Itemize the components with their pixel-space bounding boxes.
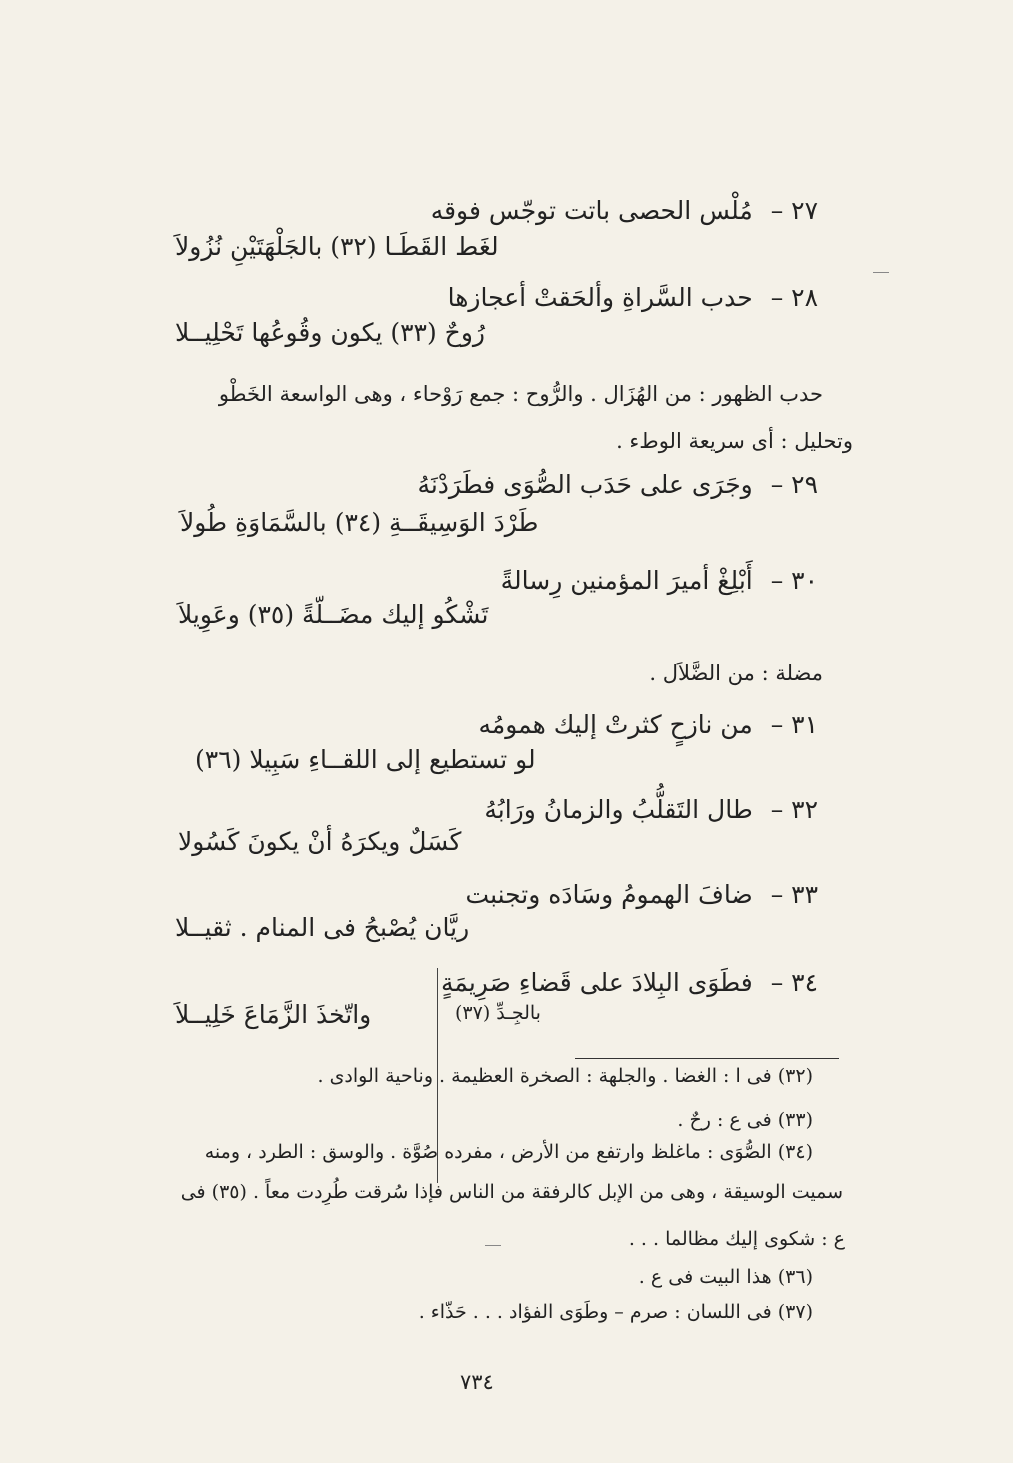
footnote-34-line-1: (٣٤) الصُّوَى : ماغلظ وارتفع من الأرض ، مفرده صُوَّة . والوسق : الطرد ، ومنه	[204, 1141, 813, 1163]
margin-mark	[873, 272, 889, 273]
note-verse-28-line-2: وتحليل : أى سريعة الوطء .	[616, 429, 853, 453]
verse-33-second: ريَّان يُصْبحُ فى المنام . ثقيــلا	[175, 913, 470, 942]
verse-text: ضافَ الهمومُ وسَادَه وتجنبت	[465, 880, 753, 909]
verse-34-first	[441, 968, 818, 998]
verse-number: ٣٢ –	[770, 795, 818, 824]
verse-31-first	[478, 710, 818, 740]
verse-31-second: لو تستطيع إلى اللقــاءِ سَبِيلا (٣٦)	[195, 745, 536, 774]
verse-34-second-b: واتّخذَ الزَّمَاعَ خَلِيــلاَ	[175, 1000, 372, 1029]
verse-27-first	[431, 196, 818, 226]
verse-number: ٣٠ –	[770, 566, 818, 595]
verse-number: ٢٨ –	[770, 283, 818, 312]
verse-28-first	[448, 283, 818, 313]
verse-text: فطَوَى البِلادَ على قَضاءِ صَرِيمَةٍ	[440, 968, 753, 997]
page-number: ٧٣٤	[460, 1370, 494, 1394]
verse-text: من نازحٍ كثرتْ إليك همومُه	[478, 710, 753, 739]
verse-34-second-a: بالجِـدِّ (٣٧)	[455, 1002, 541, 1024]
verse-number: ٣١ –	[770, 710, 818, 739]
verse-29-second: طَرْدَ الوَسِيقَــةِ (٣٤) بالسَّمَاوَةِ طُولاَ	[180, 508, 539, 537]
verse-30-second: تَشْكُو إليك مضَــلّةً (٣٥) وعَوِيلاَ	[178, 600, 489, 629]
verse-text: أَبْلِغْ أميرَ المؤمنين رِسالةً	[500, 566, 753, 595]
verse-30-first	[501, 566, 818, 596]
footnote-separator	[575, 1058, 839, 1059]
verse-number: ٣٤ –	[770, 968, 818, 997]
note-verse-30: مضلة : من الضَّلاَل .	[649, 661, 823, 685]
footnote-37: (٣٧) فى اللسان : صرم – وطَوَى الفؤاد . . . حَذّاء .	[418, 1301, 813, 1323]
footnote-35-line: ع : شكوى إليك مظالما . . .	[628, 1228, 845, 1250]
verse-32-first	[484, 795, 818, 825]
margin-mark	[485, 1245, 501, 1246]
verse-32-second: كَسَلٌ ويكرَهُ أنْ يكونَ كَسُولا	[178, 827, 462, 856]
verse-text: طال التَقلُّبُ والزمانُ ورَابُهُ	[484, 795, 753, 824]
footnote-32: (٣٢) فى ا : الغضا . والجلهة : الصخرة العظيمة . وناحية الوادى .	[317, 1065, 813, 1087]
verse-33-first	[466, 880, 818, 910]
footnote-33: (٣٣) فى ع : رحٌ .	[677, 1109, 813, 1131]
verse-text: مُلْس الحصى باتت توجّس فوقه	[430, 196, 753, 225]
verse-number: ٣٣ –	[770, 880, 818, 909]
note-verse-28-line-1: حدب الظهور : من الهُزَال . والرُّوح : جمع رَوْحاء ، وهى الواسعة الخَطْو	[218, 382, 823, 406]
verse-27-second: لغَط القَطَـا (٣٢) بالجَلْهَتَيْنِ نُزُولاَ	[175, 232, 499, 261]
verse-28-second: رُوحٌ (٣٣) يكون وقُوعُها تَحْلِيــلا	[175, 318, 485, 347]
footnote-36: (٣٦) هذا البيت فى ع .	[638, 1266, 813, 1288]
verse-number: ٢٩ –	[770, 470, 818, 499]
verse-number: ٢٧ –	[770, 196, 818, 225]
verse-29-first	[417, 470, 818, 500]
verse-text: وجَرَى على حَدَب الصُّوَى فطَرَدْنَهُ	[417, 470, 753, 499]
footnote-34-line-2: سميت الوسيقة ، وهى من الإبل كالرفقة من الناس فإذا سُرقت طُرِدت معاً . (٣٥) فى	[180, 1181, 843, 1203]
verse-text: حدب السَّراةِ وألحَقتْ أعجازها	[447, 283, 753, 312]
